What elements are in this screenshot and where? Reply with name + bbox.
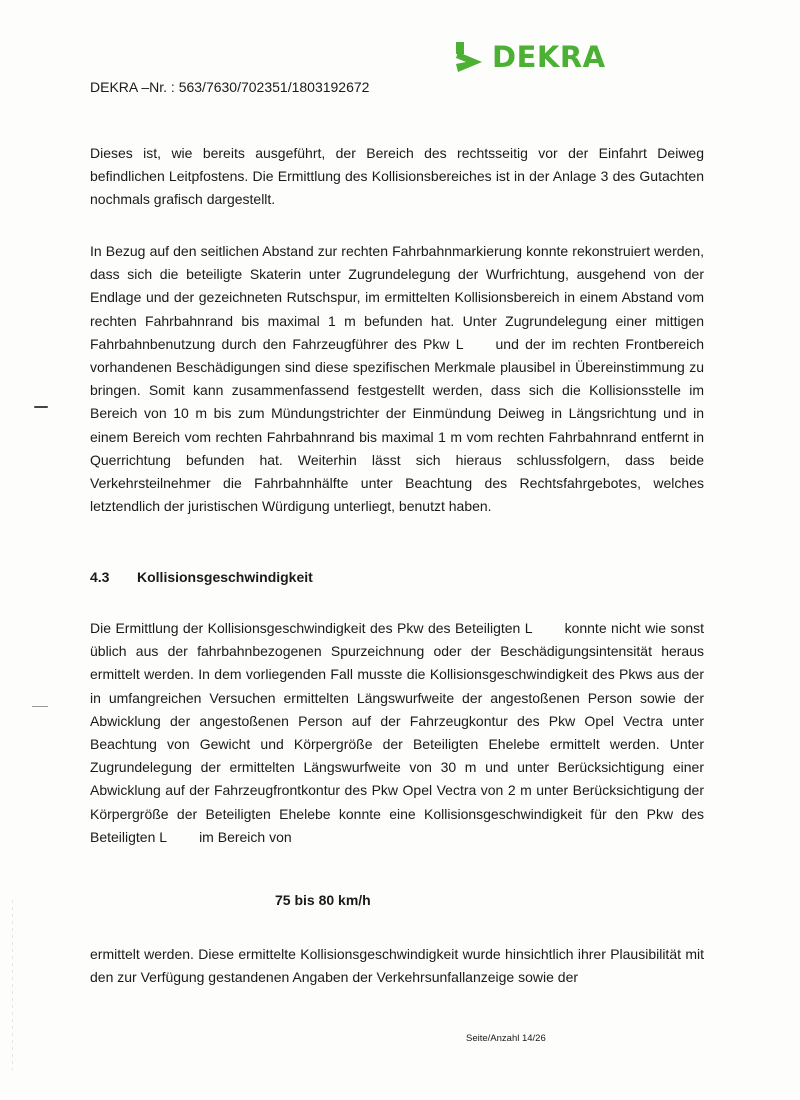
paragraph-1 bbox=[90, 142, 704, 212]
paragraph-3 bbox=[90, 617, 704, 849]
scan-mark bbox=[34, 406, 48, 408]
dekra-logo bbox=[452, 38, 606, 78]
page-number: Seite/Anzahl 14/26 bbox=[466, 1033, 546, 1044]
paragraph-3-text-a: Die Ermittlung der Kollisionsgeschwindigkeit des Pkw des Beteiligten L bbox=[90, 620, 533, 636]
paragraph-1-text: Dieses ist, wie bereits ausgeführt, der Bereich des rechtsseitig vor der Einfahrt Deiweg befindlichen Leitpfostens. Die Ermittlung des Kollisionsbereiches ist in der Anlage 3 des Gutachten nochmals grafisch dargestellt. bbox=[90, 145, 704, 208]
logo-text: DEKRA bbox=[492, 40, 606, 74]
speed-result: 75 bis 80 km/h bbox=[275, 892, 371, 908]
dekra-arrow-icon bbox=[452, 38, 490, 76]
paragraph-4 bbox=[90, 943, 704, 989]
doc-number: DEKRA –Nr. : 563/7630/702351/1803192672 bbox=[90, 79, 370, 95]
section-title: Kollisionsgeschwindigkeit bbox=[137, 569, 313, 585]
paragraph-2 bbox=[90, 240, 704, 518]
paragraph-2-text-a: In Bezug auf den seitlichen Abstand zur rechten Fahrbahnmarkierung konnte rekonstruiert werden, dass sich die beteiligte Skaterin unter Zugrundelegung der Wurfrichtung, ausgehend von der Endlage und der gezeichneten Rutschspur, im ermittelten Kollisionsbereich in einem Abstand vom rechten Fahrbahnrand bis maximal 1 m befunden hat. Unter Zugrundelegung einer mittigen Fahrbahnbenutzung durch den Fahrzeugführer des Pkw L bbox=[90, 243, 704, 352]
paragraph-2-text-b: und der im rechten Frontbereich vorhandenen Beschädigungen sind diese spezifischen Merkmale plausibel in Übereinstimmung zu bringen. Somit kann zusammenfassend festgestellt werden, dass sich die Kollisionsstelle im Bereich von 10 m bis zum Mündungstrichter der Einmündung Deiweg in Längsrichtung und in einem Bereich vom rechten Fahrbahnrand bis maximal 1 m vom rechten Fahrbahnrand entfernt in Querrichtung befunden hat. Weiterhin lässt sich hieraus schlussfolgern, dass beide Verkehrsteilnehmer die Fahrbahnhälfte unter Beachtung des Rechtsfahrgebotes, welches letztendlich der juristischen Würdigung unterliegt, benutzt haben. bbox=[90, 335, 704, 515]
section-number: 4.3 bbox=[90, 569, 110, 585]
paragraph-3-text-c: im Bereich von bbox=[199, 828, 292, 845]
section-heading bbox=[90, 569, 313, 585]
paragraph-3-text-b: konnte nicht wie sonst üblich aus der fahrbahnbezogenen Spurzeichnung oder der Beschädigungsintensität heraus ermittelt werden. In dem vorliegenden Fall musste die Kollisionsgeschwindigkeit des Pkws aus der in umfangreichen Versuchen ermittelten Längswurfweite der angestoßenen Person sowie der Abwicklung der angestoßenen Person auf der Fahrzeugkontur des Pkw Opel Vectra unter Beachtung von Gewicht und Körpergröße der Beteiligten Ehelebe ermittelt werden. Unter Zugrundelegung der ermittelten Längswurfweite von 30 m und unter Berücksichtigung einer Abwicklung auf der Fahrzeugfrontkontur des Pkw Opel Vectra von 2 m unter Berücksichtigung der Körpergröße der Beteiligten Ehelebe konnte eine Kollisionsgeschwindigkeit für den Pkw des Beteiligten L bbox=[90, 620, 704, 845]
paragraph-4-text: ermittelt werden. Diese ermittelte Kollisionsgeschwindigkeit wurde hinsichtlich ihrer Plausibilität mit den zur Verfügung gestandenen Angaben der Verkehrsunfallanzeige sowie der bbox=[90, 946, 704, 986]
scan-edge bbox=[12, 900, 13, 1070]
scan-mark bbox=[32, 706, 48, 707]
